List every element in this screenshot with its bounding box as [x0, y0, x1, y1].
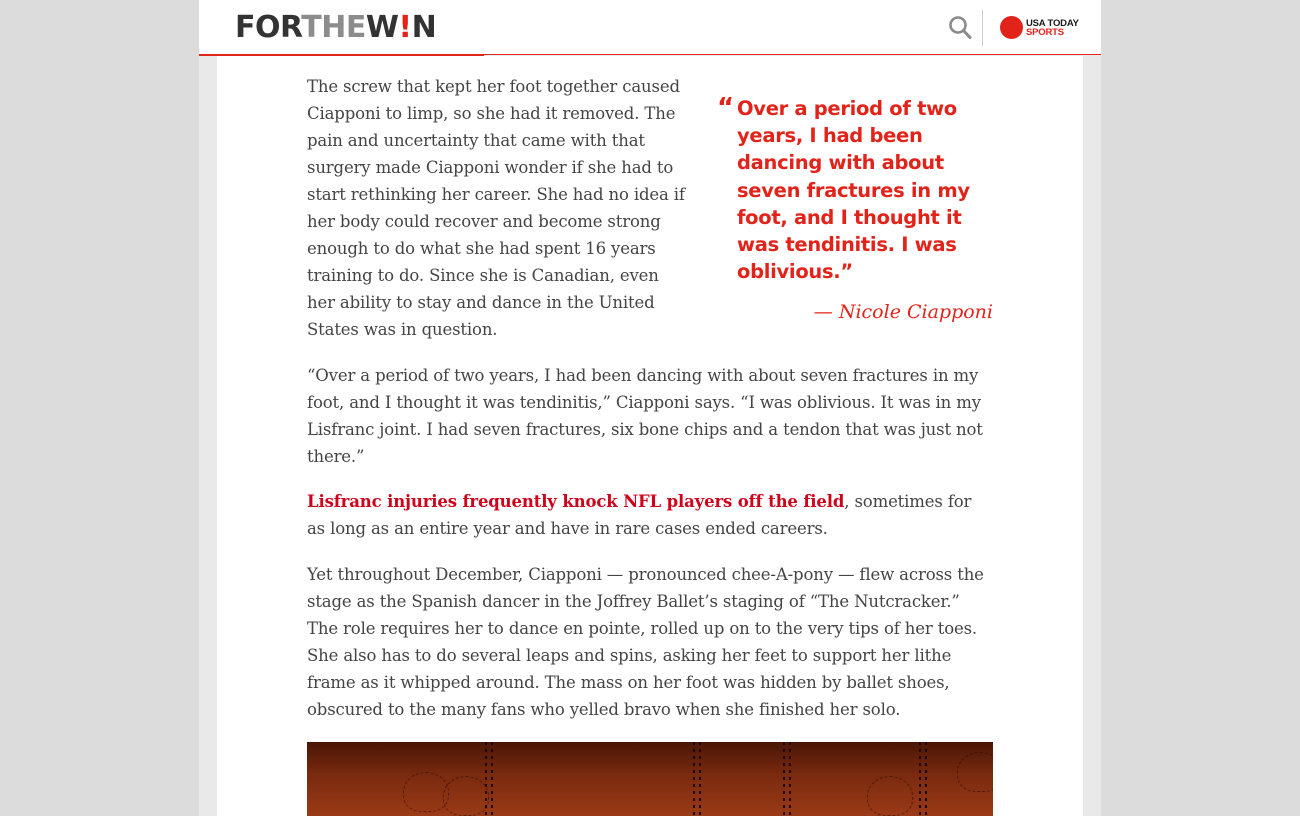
chandelier-strand — [491, 742, 493, 816]
article-body — [217, 56, 1083, 816]
pull-quote-attribution: — Nicole Ciapponi — [813, 301, 993, 324]
chandelier-strand — [693, 742, 695, 816]
logo-n: N — [411, 10, 437, 45]
chandelier-burst — [867, 776, 913, 816]
chandelier-burst — [957, 752, 993, 792]
quote-mark: “ — [717, 93, 735, 123]
chandelier-burst — [443, 776, 489, 816]
logo-for: FOR — [235, 10, 302, 45]
article-paragraph-1: The screw that kept her foot together caused Ciapponi to limp, so she had it removed. The pain and uncertainty that came with that surgery made Ciapponi wonder if she had to start rethinking her career. She had no idea if her body could recover and become strong enough to do what she had spent 16 years training to do. Since she is Canadian, even her ability to stay and dance in the United States was in question. — [307, 77, 685, 339]
pull-quote-text: Over a period of two years, I had been dancing with about seven fractures in my foot, and I thought it was tendinitis. I was oblivious.” — [737, 97, 970, 284]
site-header — [199, 0, 1101, 55]
chandelier-burst — [403, 772, 449, 812]
usa-today-dot-icon — [1000, 16, 1023, 39]
paragraph-3-text: , sometimes for as long as an entire year and have in rare cases ended careers. — [307, 492, 972, 538]
logo-the: THE — [301, 10, 366, 45]
article-photo[interactable] — [307, 742, 993, 816]
article-paragraph-3 — [307, 488, 993, 542]
page-container — [199, 0, 1101, 816]
pull-quote — [717, 95, 993, 323]
article-paragraph-2: “Over a period of two years, I had been dancing with about seven fractures in my foot, and I thought it was tendinitis,” Ciapponi says. “I was oblivious. It was in my Lisfranc joint. I had seven fractures, six bone chips and a tendon that was just not there.” — [307, 366, 983, 466]
partner-wordmark — [1026, 19, 1079, 37]
logo-w: W — [365, 10, 399, 45]
article-paragraph-4: Yet throughout December, Ciapponi — pronounced chee-A-pony — flew across the stage as the Spanish dancer in the Joffrey Ballet’s staging of “The Nutcracker.” The role requires her to dance en pointe, rolled up on to the very tips of her toes. She also has to do several leaps and spins, asking her feet to support her lithe frame as it whipped around. The mass on her foot was hidden by ballet shoes, obscured to the many fans who yelled bravo when she finished her solo. — [307, 565, 984, 719]
search-icon — [948, 14, 974, 42]
usa-today-sports-logo[interactable] — [1000, 16, 1079, 39]
chandelier-strand — [783, 742, 785, 816]
header-divider — [982, 10, 983, 46]
logo-bang: ! — [398, 10, 412, 45]
search-button[interactable] — [948, 14, 974, 42]
lisfranc-link[interactable]: Lisfranc injuries frequently knock NFL players off the field — [307, 492, 845, 511]
chandelier-strand — [789, 742, 791, 816]
chandelier-strand — [919, 742, 921, 816]
chandelier-strand — [925, 742, 927, 816]
chandelier-strand — [699, 742, 701, 816]
site-logo[interactable] — [235, 9, 436, 47]
partner-line1: USA TODAY — [1026, 17, 1079, 29]
partner-line2: SPORTS — [1026, 26, 1064, 38]
